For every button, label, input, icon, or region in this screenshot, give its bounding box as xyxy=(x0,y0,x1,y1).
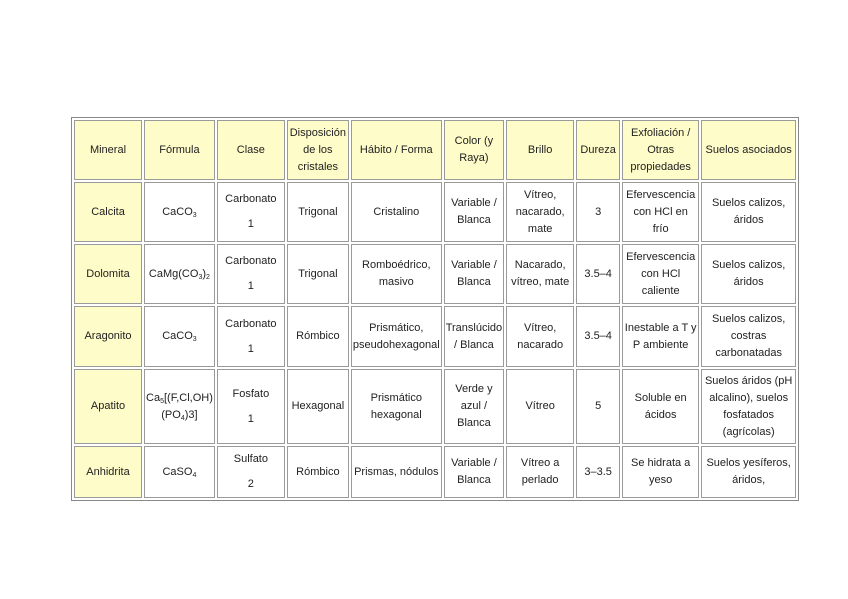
suelos-cell: Suelos calizos, áridos xyxy=(701,244,796,304)
brillo-cell: Nacarado, vítreo, mate xyxy=(506,244,574,304)
header-disposicion: Disposición de los cristales xyxy=(287,120,349,180)
color-cell: Translúcido / Blanca xyxy=(444,306,504,367)
formula-cell: $Ca_5[(F,Cl,OH)(PO_4)3]$ xyxy=(144,369,215,444)
brillo-cell: Vítreo, nacarado, mate xyxy=(506,182,574,242)
table-row xyxy=(74,446,796,498)
disposicion-cell: Rómbico xyxy=(287,446,349,498)
header-dureza: Dureza xyxy=(576,120,620,180)
brillo-cell: Vítreo a perlado xyxy=(506,446,574,498)
header-clase: Clase xyxy=(217,120,285,180)
suelos-cell: Suelos yesíferos, áridos, xyxy=(701,446,796,498)
formula-cell: CaCO$_3$ xyxy=(144,182,215,242)
habito-cell: Romboédrico, masivo xyxy=(351,244,442,304)
dureza-cell: 5 xyxy=(576,369,620,444)
mineral-name: Aragonito xyxy=(74,306,142,367)
color-cell: Variable / Blanca xyxy=(444,182,504,242)
clase-cell: Carbonato 1 xyxy=(217,182,285,242)
disposicion-cell: Trigonal xyxy=(287,244,349,304)
brillo-cell: Vítreo, nacarado xyxy=(506,306,574,367)
header-brillo: Brillo xyxy=(506,120,574,180)
mineral-name: Anhidrita xyxy=(74,446,142,498)
formula-cell: CaCO$_3$ xyxy=(144,306,215,367)
habito-cell: Prismático, pseudohexagonal xyxy=(351,306,442,367)
exfoliacion-cell: Efervescencia con HCl caliente xyxy=(622,244,699,304)
header-exfoliacion: Exfoliación / Otras propiedades xyxy=(622,120,699,180)
table-row xyxy=(74,306,796,367)
dureza-cell: 3.5–4 xyxy=(576,244,620,304)
table-row xyxy=(74,369,796,444)
suelos-cell: Suelos áridos (pH alcalino), suelos fosfatados (agrícolas) xyxy=(701,369,796,444)
color-cell: Variable / Blanca xyxy=(444,446,504,498)
mineral-name: Dolomita xyxy=(74,244,142,304)
mineral-name: Calcita xyxy=(74,182,142,242)
disposicion-cell: Trigonal xyxy=(287,182,349,242)
dureza-cell: 3.5–4 xyxy=(576,306,620,367)
color-cell: Verde y azul / Blanca xyxy=(444,369,504,444)
clase-cell: Sulfato 2 xyxy=(217,446,285,498)
header-mineral: Mineral xyxy=(74,120,142,180)
table-row xyxy=(74,182,796,242)
habito-cell: Prismas, nódulos xyxy=(351,446,442,498)
formula-cell: CaSO$_4$ xyxy=(144,446,215,498)
table-row xyxy=(74,244,796,304)
clase-cell: Fosfato 1 xyxy=(217,369,285,444)
clase-cell: Carbonato 1 xyxy=(217,244,285,304)
exfoliacion-cell: Se hidrata a yeso xyxy=(622,446,699,498)
dureza-cell: 3 xyxy=(576,182,620,242)
disposicion-cell: Rómbico xyxy=(287,306,349,367)
header-formula: Fórmula xyxy=(144,120,215,180)
habito-cell: Cristalino xyxy=(351,182,442,242)
habito-cell: Prismático hexagonal xyxy=(351,369,442,444)
disposicion-cell: Hexagonal xyxy=(287,369,349,444)
color-cell: Variable / Blanca xyxy=(444,244,504,304)
header-suelos: Suelos asociados xyxy=(701,120,796,180)
clase-cell: Carbonato 1 xyxy=(217,306,285,367)
exfoliacion-cell: Inestable a T y P ambiente xyxy=(622,306,699,367)
brillo-cell: Vítreo xyxy=(506,369,574,444)
formula-cell: $CaMg(CO_3)_2$ xyxy=(144,244,215,304)
header-color: Color (y Raya) xyxy=(444,120,504,180)
minerals-table xyxy=(71,117,799,501)
header-row xyxy=(74,120,796,180)
mineral-name: Apatito xyxy=(74,369,142,444)
exfoliacion-cell: Soluble en ácidos xyxy=(622,369,699,444)
header-habito: Hábito / Forma xyxy=(351,120,442,180)
exfoliacion-cell: Efervescencia con HCl en frío xyxy=(622,182,699,242)
dureza-cell: 3–3.5 xyxy=(576,446,620,498)
suelos-cell: Suelos calizos, costras carbonatadas xyxy=(701,306,796,367)
suelos-cell: Suelos calizos, áridos xyxy=(701,182,796,242)
